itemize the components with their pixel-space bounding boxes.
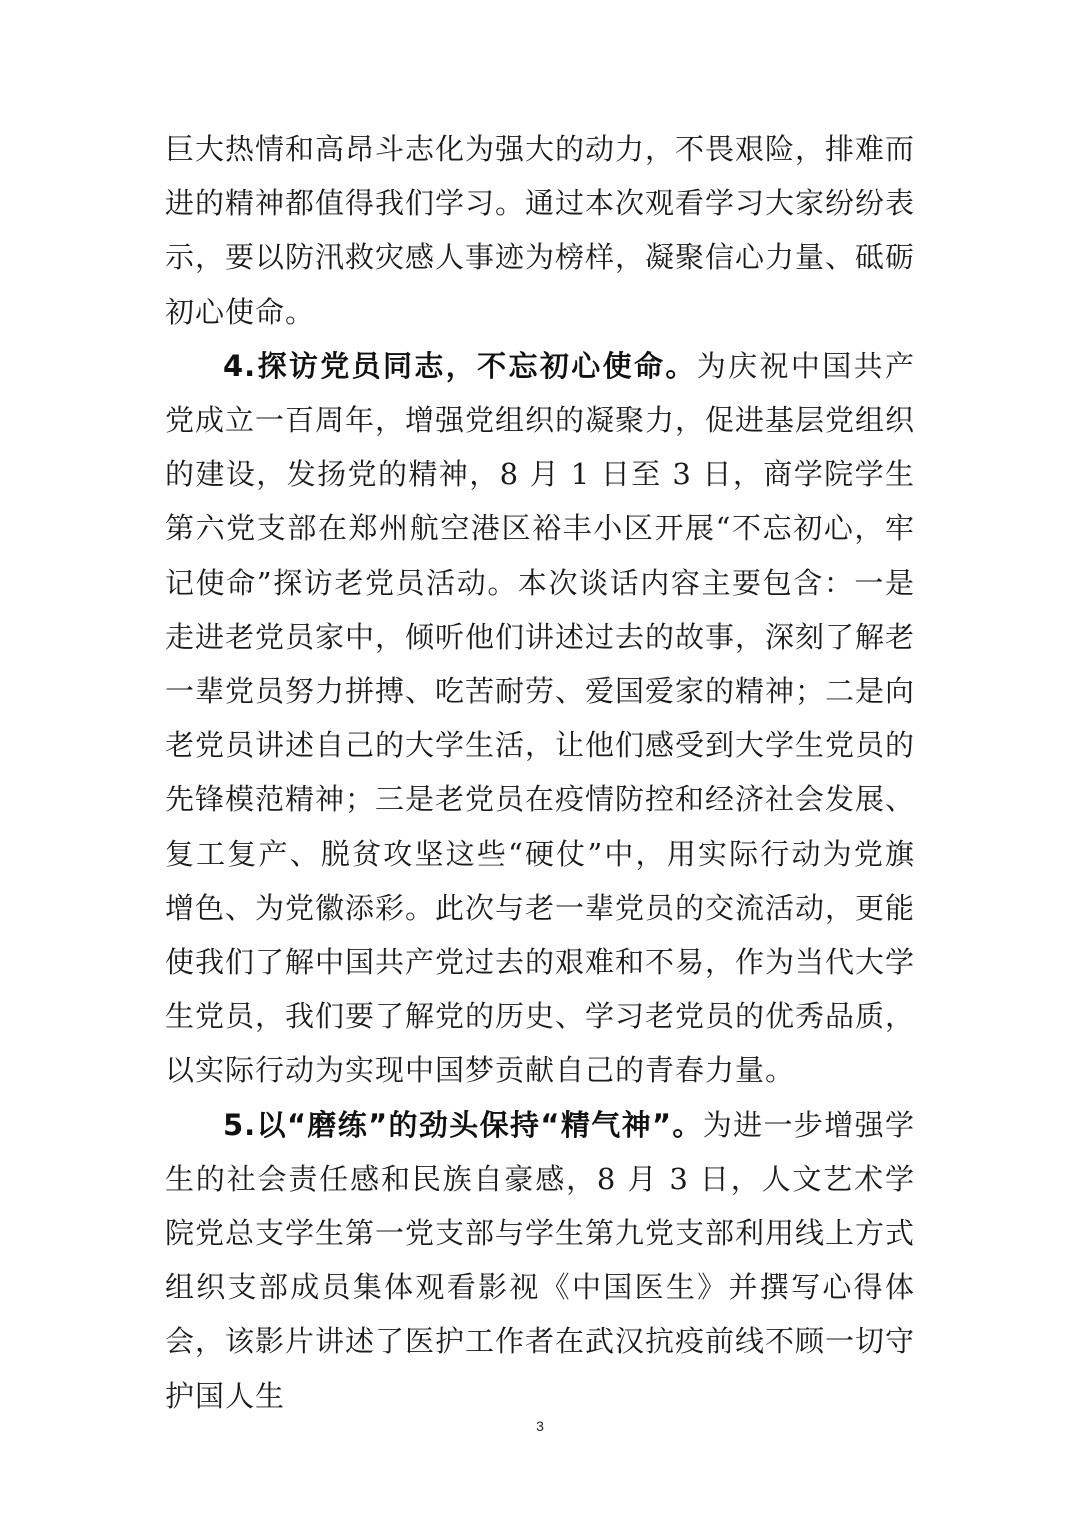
paragraph-text: 为进一步增强学生的社会责任感和民族自豪感，8 月 3 日，人文艺术学院党总支学生第一党支部与学生第九党支部利用线上方式组织支部成员集体观看影视《中国医生》并撰写心得体会，该影片讲述了医护工作者在武汉抗疫前线不顾一切守护国人生 [165, 1107, 916, 1413]
paragraph-continuation [165, 122, 915, 339]
page-number: 3 [536, 1418, 544, 1434]
paragraph-text: 为庆祝中国共产党成立一百周年，增强党组织的凝聚力，促进基层党组织的建设，发扬党的精神，8 月 1 日至 3 日，商学院学生第六党支部在郑州航空港区裕丰小区开展“不忘初心，牢记使命”探访老党员活动。本次谈话内容主要包含：一是走进老党员家中，倾听他们讲述过去的故事，深刻了解老一辈党员努力拼搏、吃苦耐劳、爱国爱家的精神；二是向老党员讲述自己的大学生活，让他们感受到大学生党员的先锋模范精神；三是老党员在疫情防控和经济社会发展、复工复产、脱贫攻坚这些“硬仗”中，用实际行动为党旗增色、为党徽添彩。此次与老一辈党员的交流活动，更能使我们了解中国共产党过去的艰难和不易，作为当代大学生党员，我们要了解党的历史、学习老党员的优秀品质，以实际行动为实现中国梦贡献自己的青春力量。 [165, 348, 916, 1088]
section-heading-4: 4.探访党员同志，不忘初心使命。 [223, 348, 697, 383]
paragraph-section-4 [165, 339, 915, 1098]
paragraph-section-5 [165, 1098, 915, 1423]
section-heading-5: 5.以“磨练”的劲头保持“精气神”。 [223, 1107, 703, 1142]
paragraph-text: 巨大热情和高昂斗志化为强大的动力，不畏艰险，排难而进的精神都值得我们学习。通过本次观看学习大家纷纷表示，要以防汛救灾感人事迹为榜样，凝聚信心力量、砥砺初心使命。 [165, 132, 916, 329]
document-body [165, 122, 915, 1423]
